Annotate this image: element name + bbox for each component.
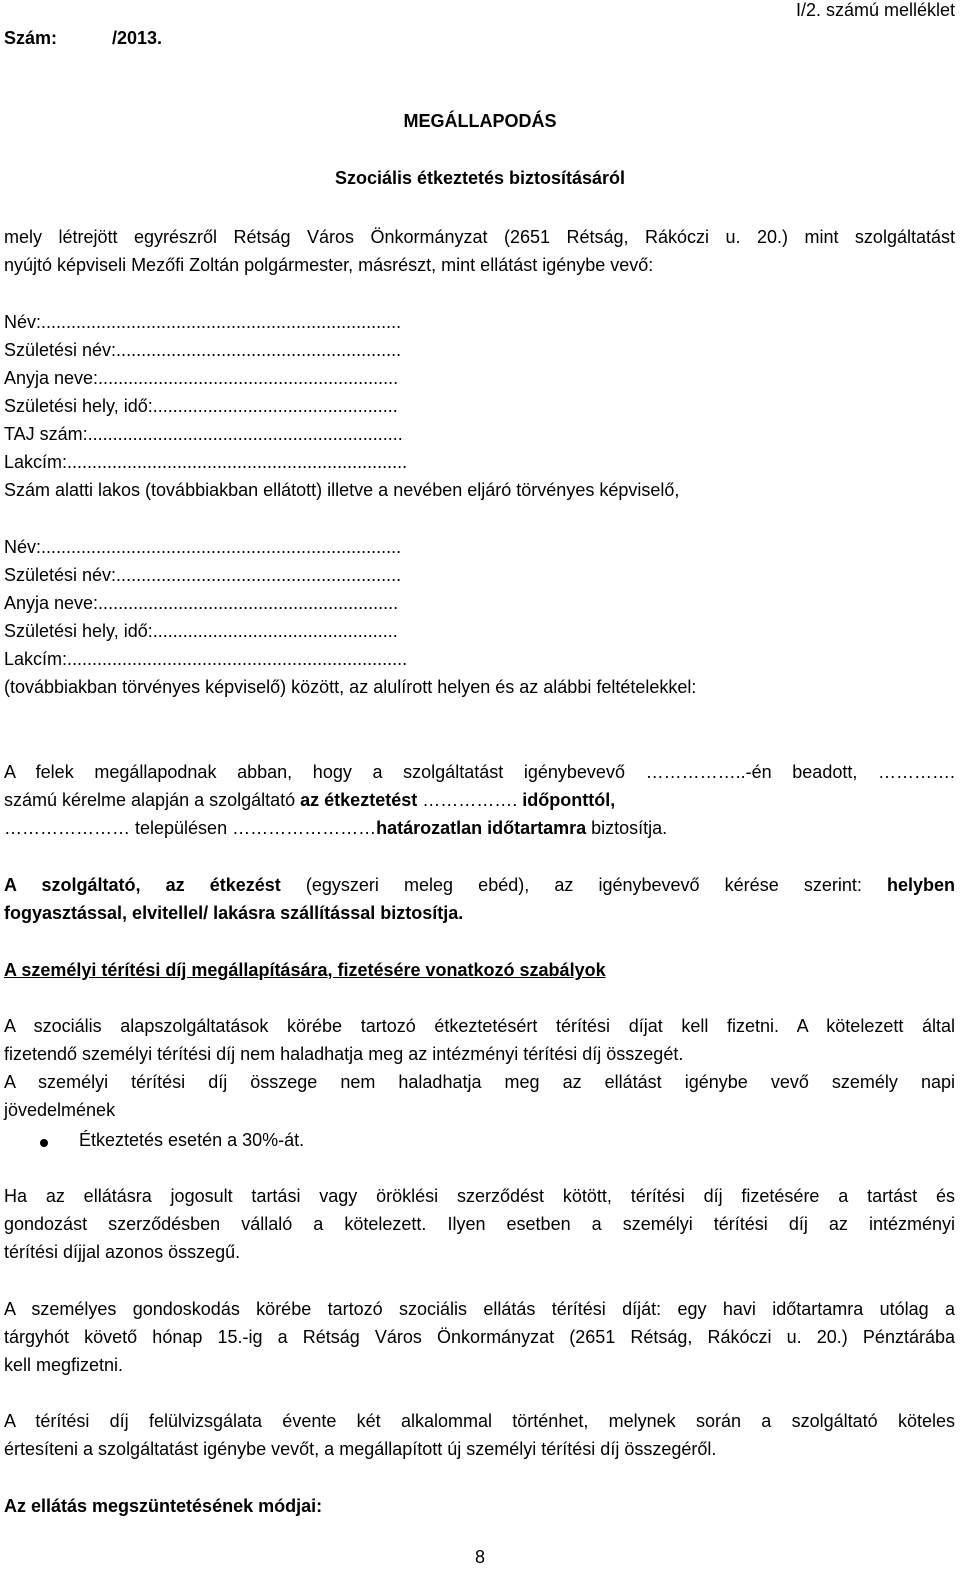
agreement-line-2	[4, 790, 615, 811]
document-title: MEGÁLLAPODÁS	[403, 111, 557, 131]
rep-address-field: Lakcím:....................................................................	[4, 649, 408, 669]
agreement-line-3-c: biztosítja.	[586, 818, 668, 838]
agreement-line-3-a: ………………… településen ……………………	[4, 818, 377, 838]
agreement-line-2-c: …………….	[417, 790, 523, 810]
maintenance-line-3: térítési díjjal azonos összegű.	[4, 1242, 241, 1262]
agreement-line-3	[4, 818, 667, 839]
agreement-duration: határozatlan időtartamra	[376, 818, 587, 838]
bullet-icon	[40, 1139, 48, 1147]
payment-line-1: A személyes gondoskodás körébe tartozó szociális ellátás térítési díját: egy havi időtartamra utólag a	[4, 1299, 955, 1319]
document-number-label: Szám:	[4, 28, 58, 48]
termination-heading: Az ellátás megszüntetésének módjai:	[4, 1496, 323, 1516]
page-number: 8	[474, 1547, 485, 1567]
fee-line-3: A személyi térítési díj összege nem haladhatja meg az ellátást igénybe vevő személy napi	[4, 1072, 955, 1092]
fee-rules-heading: A személyi térítési díj megállapítására, fizetésére vonatkozó szabályok	[4, 960, 606, 980]
annex-label: I/2. számú melléklet	[795, 0, 955, 20]
recipient-address-field: Lakcím:....................................................................	[4, 452, 408, 472]
intro-line-2: nyújtó képviseli Mezőfi Zoltán polgármester, másrészt, mint ellátást igénybe vevő:	[4, 255, 654, 275]
rep-birth-place-date-field: Születési hely, idő:.................................................	[4, 621, 398, 641]
review-line-1: A térítési díj felülvizsgálata évente két alkalommal történhet, melynek során a szolgáltató köteles	[4, 1411, 955, 1431]
agreement-service-name: az étkeztetést	[300, 790, 418, 810]
fee-line-2: fizetendő személyi térítési díj nem haladhatja meg az intézményi térítési díj összegét.	[4, 1044, 684, 1064]
document-subtitle: Szociális étkeztetés biztosításáról	[334, 168, 626, 188]
fee-line-1: A szociális alapszolgáltatások körébe tartozó étkeztetésért térítési díjat kell fizetni. A kötelezett által	[4, 1016, 955, 1036]
service-onsite: helyben	[886, 875, 955, 895]
recipient-birth-name-field: Születési név:.........................................................	[4, 340, 402, 360]
service-provider-meal: A szolgáltató, az étkezést	[4, 875, 281, 895]
agreement-line-1: A felek megállapodnak abban, hogy a szolgáltatást igénybevevő ……………..-én beadott, ………….	[4, 762, 955, 782]
recipient-birth-place-date-field: Születési hely, idő:.................................................	[4, 396, 398, 416]
intro-line-1: mely létrejött egyrészről Rétság Város Önkormányzat (2651 Rétság, Rákóczi u. 20.) mint szolgáltatást	[4, 227, 955, 247]
rep-closing: (továbbiakban törvényes képviselő) között, az alulírott helyen és az alábbi feltételekkel:	[4, 677, 697, 697]
payment-line-3: kell megfizetni.	[4, 1355, 124, 1375]
document-number-year: /2013.	[112, 28, 163, 48]
maintenance-line-1: Ha az ellátásra jogosult tartási vagy öröklési szerződést kötött, térítési díj fizetésére a tartást és	[4, 1186, 955, 1206]
rep-mother-name-field: Anyja neve:............................................................	[4, 593, 399, 613]
payment-line-2: tárgyhót követő hónap 15.-ig a Rétság Város Önkormányzat (2651 Rétság, Rákóczi u. 20.) Pénztárába	[4, 1327, 955, 1347]
recipient-closing: Szám alatti lakos (továbbiakban ellátott) illetve a nevében eljáró törvényes képviselő,	[4, 480, 680, 500]
recipient-taj-field: TAJ szám:...............................................................	[4, 424, 403, 444]
bullet-item: Étkeztetés esetén a 30%-át.	[79, 1130, 305, 1150]
service-line-1	[4, 875, 955, 896]
rep-name-field: Név:........................................................................	[4, 537, 402, 557]
rep-birth-name-field: Születési név:.........................................................	[4, 565, 402, 585]
review-line-2: értesíteni a szolgáltatást igénybe vevőt, a megállapított új személyi térítési díj összegéről.	[4, 1439, 717, 1459]
service-meal-detail: (egyszeri meleg ebéd), az igénybevevő kérése szerint:	[280, 875, 887, 895]
maintenance-line-2: gondozást szerződésben vállaló a kötelezett. Ilyen esetben a személyi térítési díj az intézményi	[4, 1214, 955, 1234]
service-line-2: fogyasztással, elvitellel/ lakásra szállítással biztosítja.	[4, 903, 464, 923]
agreement-start-date-label: időponttól,	[522, 790, 616, 810]
fee-line-4: jövedelmének	[4, 1100, 116, 1120]
agreement-line-2-a: számú kérelme alapján a szolgáltató	[4, 790, 301, 810]
recipient-mother-name-field: Anyja neve:............................................................	[4, 368, 399, 388]
recipient-name-field: Név:........................................................................	[4, 312, 402, 332]
